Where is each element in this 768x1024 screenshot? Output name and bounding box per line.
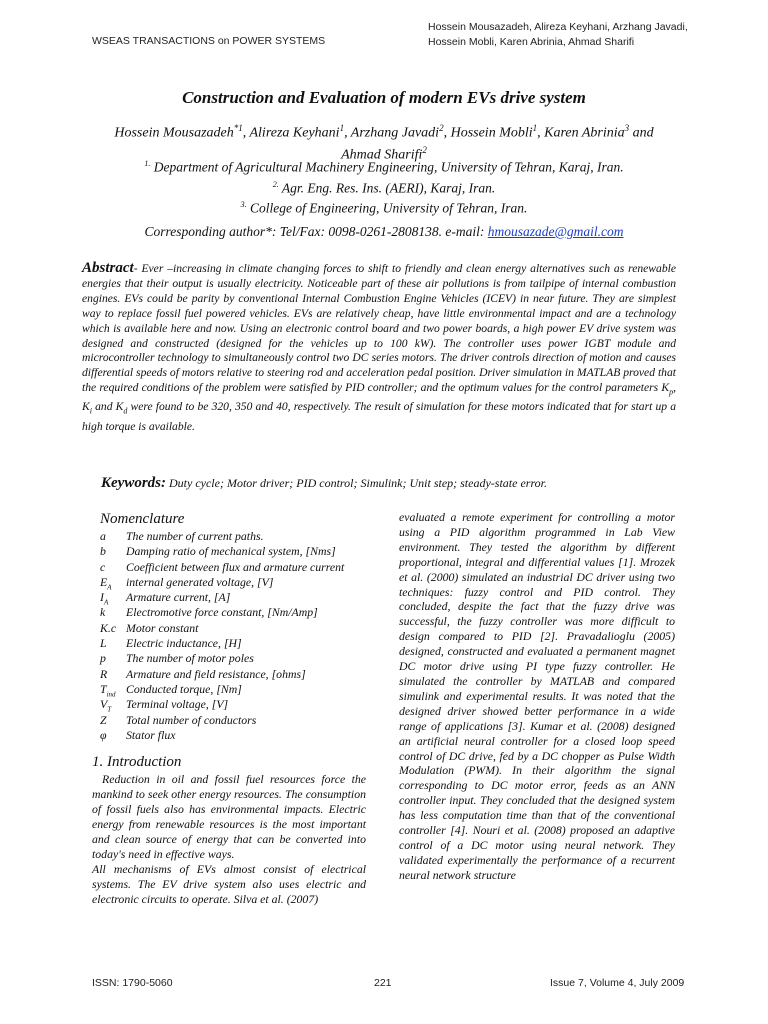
nomenclature-row [92, 697, 366, 712]
nomenclature-row [92, 728, 366, 743]
abstract-text: and K [91, 400, 124, 414]
footer-issn: ISSN: 1790-5060 [92, 977, 173, 989]
email-link[interactable]: hmousazade@gmail.com [487, 224, 624, 239]
nomenclature-description: The number of current paths. [126, 529, 264, 543]
author-affil-mark: 1 [532, 123, 538, 133]
nomenclature-description: Electromotive force constant, [Nm/Amp] [126, 605, 318, 620]
nomenclature-description: Motor constant [126, 620, 199, 635]
symbol-text: V [100, 697, 108, 712]
nomenclature-symbol [92, 713, 126, 728]
affiliation-mark: 2. [272, 179, 279, 189]
footer-page-number: 221 [374, 977, 392, 989]
running-header-authors-line: Hossein Mobli, Karen Abrinia, Ahmad Sharifi [428, 36, 635, 48]
corresponding-author-text: Corresponding author*: Tel/Fax: 0098-0261-2808138. e-mail: [144, 224, 488, 239]
nomenclature-row [92, 621, 366, 636]
affiliation-text: Department of Agricultural Machinery Engineering, University of Tehran, Karaj, Iran. [150, 159, 624, 175]
nomenclature-symbol [92, 621, 126, 636]
nomenclature-row [92, 529, 366, 544]
author-name: , Karen Abrinia [537, 125, 625, 141]
symbol-subscript: T [107, 705, 112, 714]
nomenclature-description: Armature and field resistance, [ohms] [126, 666, 306, 681]
nomenclature-symbol [92, 697, 126, 712]
nomenclature-row [92, 636, 366, 651]
abstract-subscript: d [123, 406, 128, 416]
nomenclature-symbol [92, 529, 126, 544]
nomenclature-symbol [92, 728, 126, 743]
symbol-subscript: A [103, 598, 109, 607]
symbol-subscript: ind [106, 690, 116, 699]
nomenclature-description: Armature current, [A] [126, 590, 231, 605]
author-name: , Arzhang Javadi [344, 125, 440, 141]
symbol-text: c [100, 559, 106, 574]
introduction-heading: 1. Introduction [92, 754, 182, 771]
affiliation [90, 196, 678, 217]
left-column [92, 510, 366, 907]
nomenclature-symbol [92, 575, 126, 590]
nomenclature-symbol [92, 590, 126, 605]
corresponding-author [0, 224, 768, 240]
nomenclature-row [92, 713, 366, 728]
symbol-text: L [100, 636, 107, 651]
nomenclature-description: Stator flux [126, 727, 176, 742]
keywords [101, 475, 547, 492]
author-affil-mark: 2 [439, 123, 444, 133]
nomenclature-row [92, 560, 366, 575]
nomenclature-symbol [92, 544, 126, 559]
nomenclature-row [92, 605, 366, 620]
symbol-text: p [100, 651, 106, 666]
paper-title: Construction and Evaluation of modern EVs drive system [182, 88, 586, 107]
introduction-paragraph: All mechanisms of EVs almost consist of electrical systems. The EV drive system also uses electric and electronic circuits to operate. Silva et al. (2007) [92, 862, 366, 907]
keywords-label: Keywords: [101, 475, 166, 491]
nomenclature-symbol [92, 560, 126, 575]
nomenclature-row [92, 667, 366, 682]
nomenclature-description: The number of motor poles [126, 651, 254, 666]
affiliation-mark: 1. [144, 159, 151, 168]
nomenclature-symbol [92, 636, 126, 651]
nomenclature-description: Damping ratio of mechanical system, [Nms] [126, 544, 336, 559]
nomenclature-symbol [92, 605, 126, 620]
nomenclature-row [92, 590, 366, 605]
symbol-text: k [100, 605, 106, 620]
author-affil-mark: *1 [233, 123, 243, 133]
author-affil-mark: 1 [339, 123, 345, 133]
abstract-text: were found to be 320, 350 and 40, respectively. The result of simulation for these motors indicated that for start up a high torque is available. [82, 400, 677, 433]
symbol-text: T [100, 681, 107, 696]
symbol-text: Z [100, 712, 107, 727]
symbol-text: b [100, 544, 106, 559]
abstract-text: - Ever –increasing in climate changing forces to shift to friendly and clean energy alternatives such as renewable energies that their output is usually electricity. Noticeable part of these air pollutions is from tailpipe of internal combustion engines. EVs could be parity by conventional Internal Combustion Engine Vehicles (ICEV) in near future. They are simplest way to replace fossil fuel powered vehicles. EVs are relatively cheap, have little environmental impact and are a technology which is available here and now. Using an electronic control board and two power boards, a high power EV drive system was designed and constructed (designed for the vehicles up to 100 kW). The controller uses power IGBT module and microcontroller technology to simultaneously control two DC series motors. The driver controls direction of motion and causes differential speeds of motors relative to steering rod and acceleration pedal position. Driver simulation in MATLAB proved that the required conditions of the problem were satisfied by PID controller; and the optimum values for the control parameters K [82, 262, 676, 395]
nomenclature-heading: Nomenclature [100, 511, 185, 527]
nomenclature-symbol [92, 682, 126, 697]
symbol-text: φ [100, 727, 107, 742]
author-affil-mark: 3 [624, 123, 630, 133]
nomenclature-list [92, 529, 366, 743]
nomenclature-description: internal generated voltage, [V] [126, 574, 274, 589]
author-name: Hossein Mousazadeh [114, 125, 234, 141]
symbol-text: a [100, 529, 106, 543]
nomenclature-symbol [92, 667, 126, 682]
symbol-text: E [100, 574, 108, 589]
footer-issue: Issue 7, Volume 4, July 2009 [550, 977, 685, 989]
affiliation [90, 155, 678, 176]
nomenclature-row [92, 682, 366, 697]
keywords-text: Duty cycle; Motor driver; PID control; Simulink; Unit step; steady-state error. [166, 476, 548, 490]
nomenclature-description: Conducted torque, [Nm] [126, 681, 242, 696]
affiliation-text: College of Engineering, University of Tehran, Iran. [246, 200, 528, 216]
nomenclature-description: Coefficient between flux and armature current [126, 559, 345, 574]
introduction-paragraph: Reduction in oil and fossil fuel resources force the mankind to seek other energy resources. The consumption of fossil fuels also has environmental impacts. Electric energy from renewable resources is the most important and clean source of energy that can be converted into today's need in effective ways. [92, 772, 366, 862]
right-column-text: evaluated a remote experiment for controlling a motor using a PID algorithm programmed in Lab View environment. They tested the algorithm by different proportional, integral and differential values [1]. Mrozek et al. (2000) simulated an industrial DC driver using two techniques: fuzzy control and PID control. They concluded, despite the fact that the fuzzy drive was successful, the fuzzy controller was more difficult to design compared to PID [2]. Pravadalioglu (2005) designed, constructed and evaluated a permanent magnet DC motor drive using PI type fuzzy controller. He simulated the controller by MATLAB and compared simulink and experimental results. It was noted that the designed driver showed better performance in a wide range of applications [3]. Kumar et al. (2008) designed an artificial neural controller for a closed loop speed control of DC drive, fed by a DC chopper as Pulse Width Modulation (PWM). In their algorithm the signal corresponding to DC motor error, feeds as an ANN controller input. They concluded that the designed system has less computation time than that of the conventional controller [4]. Nouri et al. (2008) proposed an adaptive control of a DC motor using neural network. They validated experimentally the performance of a recurrent neural network structure [399, 510, 675, 882]
author-affil-mark: 2 [422, 144, 427, 155]
nomenclature-row [92, 651, 366, 666]
symbol-subscript: A [107, 583, 112, 592]
affiliations [90, 155, 678, 217]
affiliation-text: Agr. Eng. Res. Ins. (AERI), Karaj, Iran. [278, 180, 496, 195]
nomenclature-symbol [92, 651, 126, 666]
running-header-authors-line: Hossein Mousazadeh, Alireza Keyhani, Arzhang Javadi, [428, 21, 688, 33]
running-header-authors [428, 20, 688, 50]
abstract [82, 261, 676, 435]
author-name: and Ahmad Sharifi [341, 125, 654, 163]
symbol-text: R [100, 666, 108, 681]
affiliation [90, 176, 678, 197]
symbol-text: K.c [100, 620, 117, 635]
abstract-subscript: p [669, 387, 674, 397]
nomenclature-description: Electric inductance, [H] [126, 636, 242, 651]
nomenclature-row [92, 544, 366, 559]
nomenclature-description: Terminal voltage, [V] [126, 697, 229, 712]
symbol-text: I [100, 590, 104, 605]
author-name: , Alireza Keyhani [242, 125, 340, 141]
abstract-subscript: i [89, 406, 92, 416]
abstract-text: , K [82, 381, 676, 414]
running-header-journal: WSEAS TRANSACTIONS on POWER SYSTEMS [92, 35, 326, 47]
affiliation-mark: 3. [240, 200, 247, 209]
nomenclature-description: Total number of conductors [126, 712, 257, 727]
author-name: , Hossein Mobli [443, 125, 533, 141]
abstract-label: Abstract [82, 260, 134, 276]
nomenclature-row [92, 575, 366, 590]
